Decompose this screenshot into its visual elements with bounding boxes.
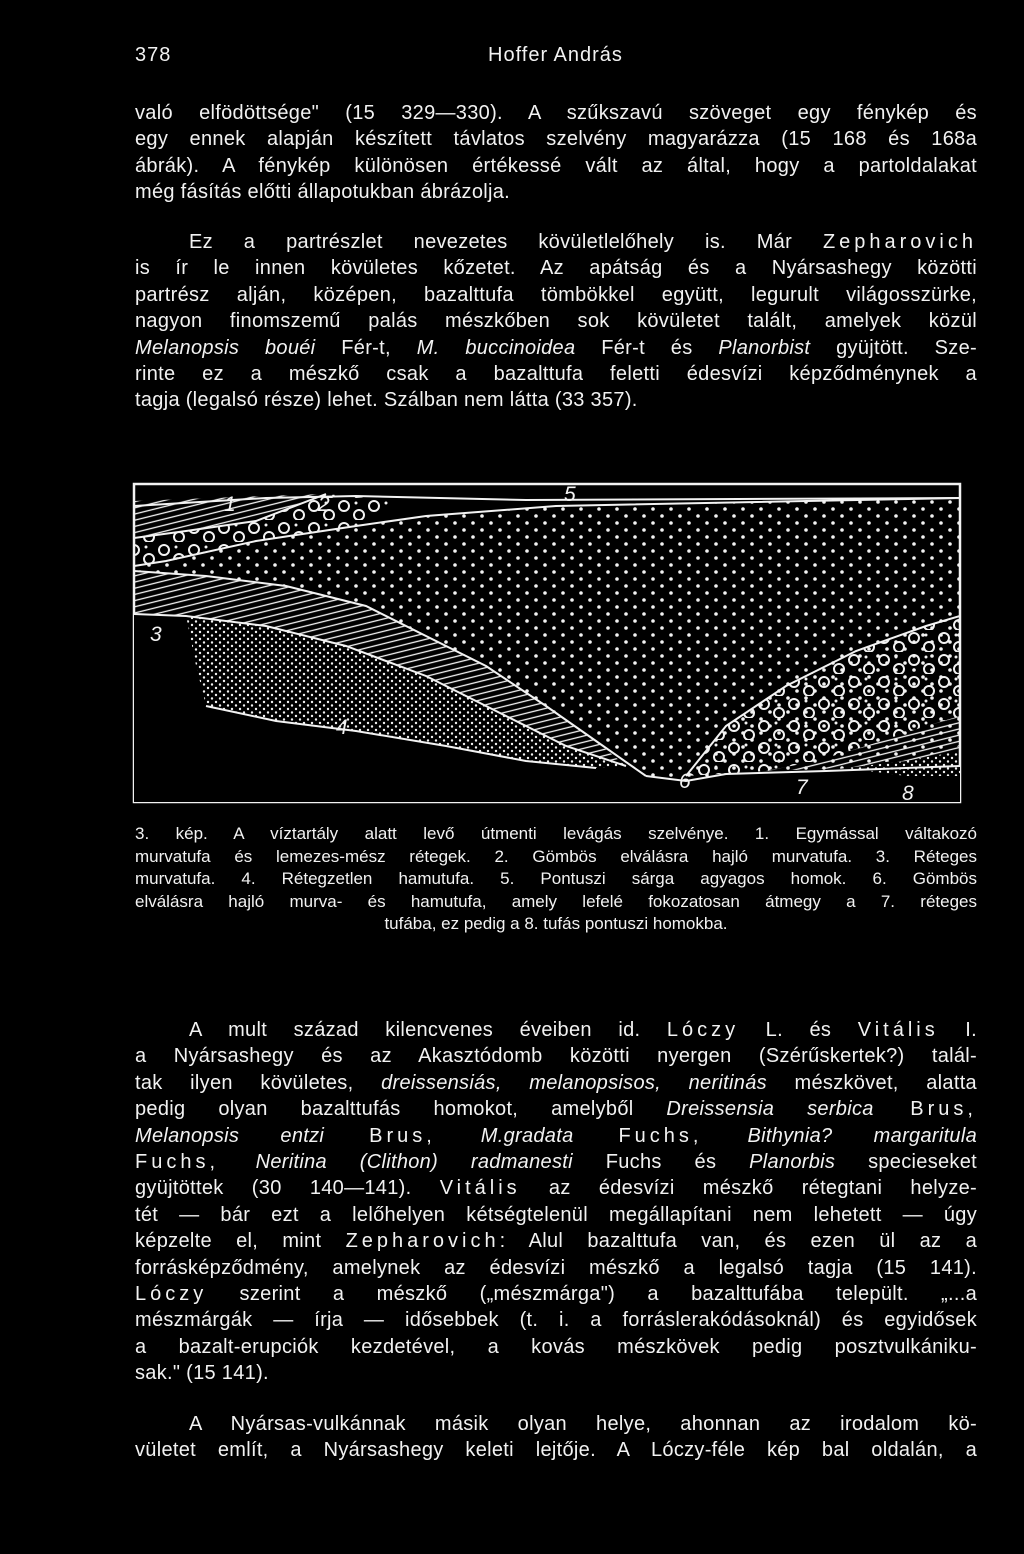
author-name: Lóczy bbox=[135, 1283, 208, 1306]
author-name: Brus, bbox=[873, 1098, 977, 1121]
species-name: Neritina (Clithon) radmanesti bbox=[255, 1151, 573, 1174]
paragraph-2 bbox=[135, 229, 977, 414]
text-run: képzelte el, mint bbox=[135, 1230, 346, 1253]
running-head: Hoffer András bbox=[488, 44, 623, 66]
species-name: M.gradata bbox=[480, 1124, 574, 1147]
text-line: egy ennek alapján készített távlatos szelvény magyarázza (15 168 és 168a bbox=[135, 128, 977, 151]
label-1: 1 bbox=[224, 493, 236, 516]
caption-line: 3. kép. A víztartály alatt levő útmenti levágás szelvénye. 1. Egymással váltakozó bbox=[135, 824, 977, 843]
text-line bbox=[135, 229, 977, 255]
caption-line: murvatufa. 4. Rétegzetlen hamutufa. 5. Pontuszi sárga agyagos homok. 6. Gömbös bbox=[135, 869, 977, 889]
text-line: forrásképződmény, amelynek az édesvízi mészkő a legalsó tagja (15 141). bbox=[135, 1256, 977, 1279]
text-run: Fuchs és bbox=[572, 1151, 750, 1174]
author-name: Brus, bbox=[324, 1124, 481, 1147]
text-line: még fásítás előtti állapotukban ábrázolja. bbox=[135, 181, 511, 204]
label-6: 6 bbox=[679, 770, 691, 793]
species-name: Melanopsis entzi bbox=[135, 1124, 325, 1147]
text-line: a Nyársashegy és az Akasztódomb közötti nyergen (Szérűskertek?) talál- bbox=[135, 1045, 977, 1068]
text-run: szerint a mészkő („mészmárga") a bazalttufába települt. „...a bbox=[207, 1283, 977, 1306]
caption-line: tufába, ez pedig a 8. tufás pontuszi homokba. bbox=[384, 914, 728, 934]
author-name: Zepharovich bbox=[822, 231, 977, 253]
geological-section-figure bbox=[126, 476, 966, 806]
text-line: mészmárgák — írja — idősebbek (t. i. a forráslerakódásoknál) és egyidősek bbox=[135, 1309, 977, 1332]
text-line: való elfödöttsége" (15 329—330). A szűkszavú szöveget egy fénykép és bbox=[135, 102, 977, 124]
text-line: ábrák). A fénykép különösen értékessé vált az által, hogy a partoldalakat bbox=[135, 154, 977, 177]
text-line: A Nyársas-vulkánnak másik olyan helye, ahonnan az irodalom kö- bbox=[189, 1413, 977, 1435]
text-line: is ír le innen kövületes kőzetet. Az apátság és a Nyársashegy közötti bbox=[135, 257, 977, 280]
species-name: Planorbis bbox=[749, 1151, 836, 1174]
text-run: : Alul bazalttufa van, és ezen ül az a bbox=[499, 1230, 978, 1253]
species-name: Planorbist bbox=[718, 336, 811, 359]
text-line bbox=[135, 1281, 977, 1307]
paragraph-4 bbox=[135, 1411, 977, 1464]
text-line: tagja (legalsó része) lehet. Szálban nem látta (33 357). bbox=[135, 389, 638, 412]
text-line bbox=[135, 1096, 977, 1122]
text-run: az édesvízi mészkő rétegtani helyze- bbox=[520, 1177, 978, 1200]
label-8: 8 bbox=[902, 782, 914, 805]
caption-line: elválásra hajló murva- és hamutufa, amely lefelé fokozatosan átmegy a 7. réteges bbox=[135, 891, 977, 911]
text-run: L. és bbox=[739, 1019, 858, 1041]
species-name: Melanopsis bouéi bbox=[135, 336, 316, 359]
text-line bbox=[135, 1017, 977, 1043]
text-line: nagyon finomszemű palás mészkőben sok kövületet talált, amelyek közül bbox=[135, 310, 977, 333]
text-line: tét — bár ezt a lelőhelyen kétségtelenül megállapítani nem lehetett — úgy bbox=[135, 1203, 977, 1226]
text-line: rinte ez a mészkő csak a bazalttufa feletti édesvízi képződménynek a bbox=[135, 363, 977, 386]
page-number: 378 bbox=[135, 44, 172, 66]
author-name: Lóczy bbox=[666, 1019, 740, 1041]
text-line bbox=[135, 1149, 977, 1175]
text-run: pedig olyan bazalttufás homokot, amelyből bbox=[135, 1098, 667, 1121]
text-run: specieseket bbox=[835, 1151, 977, 1174]
text-line bbox=[135, 1228, 977, 1254]
paragraph-3 bbox=[135, 1017, 977, 1387]
species-name: Dreissensia serbica bbox=[666, 1098, 874, 1121]
text-run: A mult század kilencvenes éveiben id. bbox=[189, 1019, 667, 1041]
caption-line: murvatufa és lemezes-mész rétegek. 2. Gömbös elválásra hajló murvatufa. 3. Réteges bbox=[135, 846, 977, 866]
text-run: mészkövet, alatta bbox=[766, 1071, 977, 1094]
text-run: tak ilyen kövületes, bbox=[135, 1071, 382, 1094]
label-5: 5 bbox=[564, 483, 576, 506]
author-name: Zepharovich bbox=[345, 1230, 500, 1253]
species-name: Bithynia? margaritula bbox=[747, 1124, 978, 1147]
label-7: 7 bbox=[796, 776, 808, 799]
text-line: a bazalt-erupciók kezdetével, a kovás mészkövek pedig posztvulkániku- bbox=[135, 1335, 977, 1358]
paragraph-1 bbox=[135, 100, 977, 206]
text-line bbox=[135, 335, 977, 361]
figure-caption bbox=[135, 823, 977, 936]
species-name: M. buccinoidea bbox=[416, 336, 576, 359]
text-line: partrész alján, középen, bazalttufa tömbökkel együtt, legurult világosszürke, bbox=[135, 283, 977, 306]
label-4: 4 bbox=[336, 716, 348, 739]
text-line bbox=[135, 1123, 977, 1149]
text-run: Fér-t és bbox=[575, 336, 719, 359]
page-header bbox=[0, 44, 1024, 78]
author-name: Fuchs, bbox=[135, 1151, 256, 1174]
author-name: Fuchs, bbox=[573, 1124, 748, 1147]
author-name: Vitális bbox=[857, 1019, 939, 1041]
text-line: sak." (15 141). bbox=[135, 1362, 269, 1385]
text-run: gyüjtött. Sze- bbox=[810, 336, 977, 359]
species-name: dreissensiás, melanopsisos, neritinás bbox=[381, 1071, 767, 1094]
text-run: Ez a partrészlet nevezetes kövületlelőhely is. Már bbox=[189, 231, 823, 253]
label-3: 3 bbox=[150, 623, 162, 646]
text-line bbox=[135, 1070, 977, 1096]
label-2: 2 bbox=[318, 493, 330, 516]
text-line: vületet említ, a Nyársashegy keleti lejtője. A Lóczy-féle kép bal oldalán, a bbox=[135, 1439, 977, 1462]
text-run: gyüjtöttek (30 140—141). bbox=[135, 1177, 440, 1200]
text-run: I. bbox=[938, 1019, 977, 1041]
text-run: Fér-t, bbox=[315, 336, 417, 359]
author-name: Vitális bbox=[439, 1177, 521, 1200]
text-line bbox=[135, 1175, 977, 1201]
